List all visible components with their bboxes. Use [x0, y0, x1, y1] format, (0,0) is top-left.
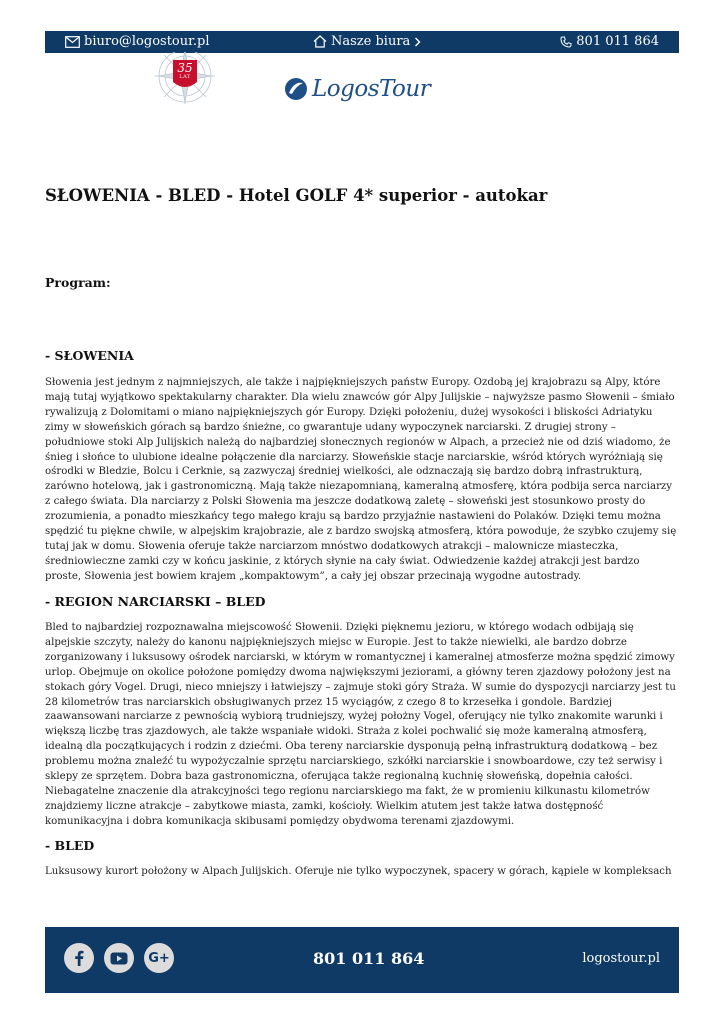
badge-number: 35 — [177, 61, 193, 75]
offices-text: Nasze biura — [331, 34, 411, 49]
section-heading-region: - REGION NARCIARSKI – BLED — [45, 594, 266, 609]
google-plus-icon: G+ — [148, 950, 170, 966]
brand-name: LogosTour — [312, 76, 431, 102]
footer-website-link[interactable]: logostour.pl — [582, 951, 660, 966]
facebook-button[interactable] — [64, 943, 94, 973]
logo-mark-icon — [284, 77, 308, 101]
footer-phone[interactable]: 801 011 864 — [313, 949, 425, 968]
email-link[interactable] — [65, 34, 210, 49]
youtube-button[interactable] — [104, 943, 134, 973]
top-contact-bar — [45, 31, 679, 53]
email-text: biuro@logostour.pl — [84, 34, 210, 49]
footer-bar — [45, 927, 679, 993]
brand-logo[interactable] — [284, 76, 430, 102]
chevron-right-icon — [414, 37, 421, 47]
google-plus-button[interactable] — [144, 943, 174, 973]
envelope-icon — [65, 36, 80, 48]
phone-icon — [560, 36, 572, 48]
section-heading-slowenia: - SŁOWENIA — [45, 348, 134, 363]
youtube-icon — [110, 952, 128, 965]
home-icon — [313, 35, 327, 48]
section-heading-bled: - BLED — [45, 838, 95, 853]
section-text-bled: Luksusowy kurort położony w Alpach Julijskich. Oferuje nie tylko wypoczynek, spacery w górach, kąpiele w kompleksach — [45, 866, 672, 877]
section-text-region: Bled to najbardziej rozpoznawalna miejscowość Słowenii. Dzięki pięknemu jezioru, w którego wodach odbijają się alpejskie szczyty, należy do kanonu najpiękniejszych miejsc w Europie. Jest to także niewielki, ale bardzo dobrze zorganizowany i luksusowy ośrodek narciarski, w którym w romantycznej i kameralnej atmosferze można spędzić zimowy urlop. Obejmuje on okolice położone pomiędzy dwoma największymi jeziorami, a główny teren zjazdowy położony jest na stokach góry Vogel. Drugi, nieco mniejszy i łatwiejszy – zajmuje stoki góry Straża. W sumie do dyspozycji narciarzy jest tu 28 kilometrów tras narciarskich obsługiwanych przez 15 wyciągów, z czego 8 to krzesełka i gondole. Bardziej zaawansowani narciarze z pewnością wybiorą trudniejszy, wyżej położny Vogel, oferujący nie tylko znakomite warunki i większą liczbę tras zjazdowych, ale także wspaniałe widoki. Straża z kolei pochwalić się może kameralną atmosferą, idealną dla początkujących i rodzin z dziećmi. Oba tereny narciarskie dysponują pełną infrastrukturą dodatkową – bez problemu można znaleźć tu wypożyczalnie sprzętu narciarskiego, szkółki narciarskie i snowboardowe, czy też serwisy i sklepy ze sprzętem. Dobra baza gastronomiczna, oferująca także regionalną kuchnię słoweńską, dopełnia całości. Niebagatelne znaczenie dla atrakcyjności tego regionu narciarskiego ma fakt, że w promieniu kilkunastu kilometrów znajdziemy liczne atrakcje – zabytkowe miasta, zamki, kościoły. Wielkim atutem jest także łatwa dostępność komunikacyjna i dobra komunikacja skibusami pomiędzy obydwoma terenami zjazdowymi. — [45, 622, 676, 827]
section-text-slowenia: Słowenia jest jednym z najmniejszych, ale także i najpiękniejszych państw Europy. Ozdobą jej krajobrazu są Alpy, które mają tutaj wyjątkowo spektakularny charakter. Dla wielu znawców gór Alpy Julijskie – najwyższe pasmo Słowenii – śmiało rywalizują z Dolomitami o miano najpiękniejszych gór Europy. Dzięki położeniu, dużej wysokości i bliskości Adriatyku zimy w słoweńskich górach są bardzo śnieżne, co gwarantuje udany wypoczynek narciarski. Z drugiej strony – południowe stoki Alp Julijskich należą do najbardziej słonecznych regionów w Alpach, a przecież nie od dziś wiadomo, że śnieg i słońce to ulubione idealne połączenie dla narciarzy. Słoweńskie stacje narciarskie, wśród których wyróżniają się ośrodki w Bledzie, Bolcu i Cerknie, są zazwyczaj średniej wielkości, ale odznaczają się bardzo dobrą infrastrukturą, zarówno hotelową, jak i gastronomiczną. Mają także niezapomnianą, kameralną atmosferę, która podbija serca narciarzy z całego świata. Dla narciarzy z Polski Słowenia ma jeszcze dodatkową zaletę – słoweński jest stosunkowo prosty do zrozumienia, a ponadto mieszkańcy tego małego kraju są bardzo przyjaźnie nastawieni do Polaków. Dzięki temu można spędzić tu piękne chwile, w alpejskim krajobrazie, ale z bardzo swojską atmosferą, która powoduje, że szybko czujemy się tutaj jak w domu. Słowenia oferuje także narciarzom mnóstwo dodatkowych atrakcji – malownicze miasteczka, średniowieczne zamki czy w końcu jaskinie, z których słynie na cały świat. Odwiedzenie każdej atrakcji jest bardzo proste, Słowenia jest bowiem krajem „kompaktowym”, a cały jej obszar przecinają wygodne autostrady. — [45, 377, 677, 582]
facebook-icon — [74, 950, 84, 966]
phone-text: 801 011 864 — [576, 34, 659, 49]
badge-word: LAT — [179, 74, 191, 80]
anniversary-badge — [145, 52, 225, 114]
phone-link[interactable] — [560, 34, 659, 49]
program-label: Program: — [45, 275, 111, 290]
offices-link[interactable] — [313, 34, 421, 49]
page-title: SŁOWENIA - BLED - Hotel GOLF 4* superior - autokar — [45, 186, 548, 205]
